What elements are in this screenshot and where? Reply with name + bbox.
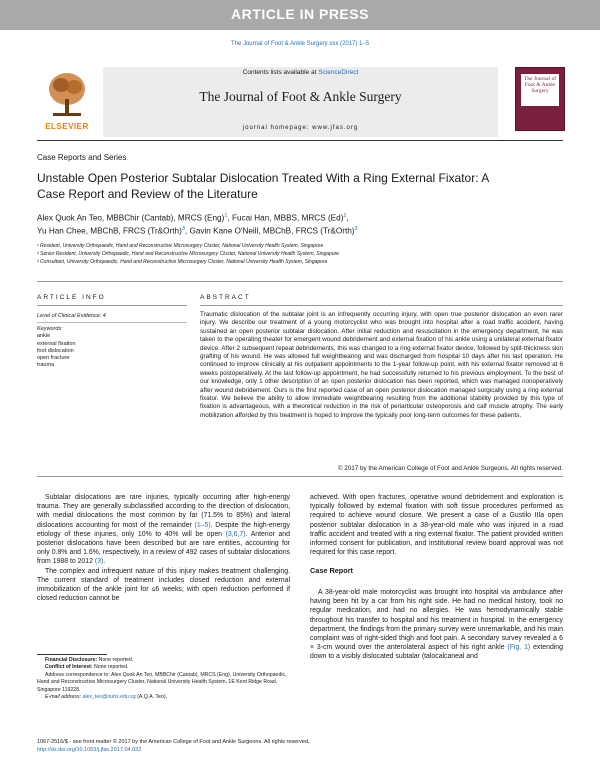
footnote-divider [37,654,107,655]
doi-link[interactable]: http://dx.doi.org/10.1053/j.jfas.2017.04.032 [37,747,142,753]
body-paragraph: achieved. With open fractures, operative wound debridement and exploration is typically followed by external fixation with soft tissue procedures performed as required to achieve wound closure. We present a case of a Gustilo IIIa open posterior subtalar dislocation in a 38-year-old male who was injured in a road traffic accident and treated with a ring external fixator. The patient provided written informed consent for publication, and institutional review board approval was not required for this case report. [310,494,563,557]
body-column-right [310,493,563,557]
affiliation-divider [37,281,563,282]
keyword: ankle [37,333,51,340]
evidence-level: Level of Clinical Evidence: 4 [37,313,106,319]
article-in-press-banner: ARTICLE IN PRESS [0,0,600,30]
affiliation: ³ Consultant, University Orthopaedic, Hand and Reconstructive Microsurgery Cluster, National University Health System, Singapore [37,259,328,265]
header-divider [37,140,563,141]
section-label: Case Reports and Series [37,153,127,162]
conflict-label: Conflict of Interest: [45,664,93,671]
affiliation-marker[interactable]: 3 [354,225,358,232]
disclosure-label: Financial Disclosure: [45,657,98,663]
affiliation: ² Senior Resident, University Orthopaedic, Hand and Reconstructive Microsurgery Cluster, National University Health System, Singapore [37,251,340,257]
journal-title: The Journal of Foot & Ankle Surgery [199,89,402,104]
bottom-reference [37,738,437,754]
body-column-left [37,493,290,603]
keyword: foot dislocation [37,347,74,354]
conflict-text: None reported. [92,664,129,671]
publisher-name: ELSEVIER [45,122,89,131]
abstract-divider [37,476,563,477]
abstract-heading: ABSTRACT [200,294,563,306]
body-text: A 38-year-old male motorcyclist was brought into hospital via ambulance after having been hit by a car from his right side. He had no medical history, took no regular medication, and had no allergies. He was hemodynamically stable throughout his transfer to hospital and his treatment in hospital. In the emergency department, the findings from the primary survey were unremarkable, and his main complaint was of right-sided thigh and foot pain. A secondary survey revealed a 6 × 3-cm wound over the anterolateral aspect of his right ankle [310,589,563,652]
body-paragraph: The complex and infrequent nature of this injury makes treatment challenging. The current standard of treatment includes closed reduction and external immobilization of the ankle joint for ≤6 weeks, with open reduction performed if closed reduction cannot be [37,567,290,603]
disclosure-text: None reported. [97,657,134,663]
email-note [37,694,290,701]
keyword: external fixation [37,340,76,347]
author-name: Yu Han Chee, MBChB, FRCS (Tr&Orth) [37,226,182,236]
body-text: . [103,558,106,566]
body-column-right-case [310,588,563,662]
affiliation-list [37,242,563,266]
footnotes [37,657,290,701]
author-name: Gavin Kane O'Neill, MBChB, FRCS (Tr&Orth) [189,226,355,236]
keyword: open fracture [37,355,70,362]
journal-reference[interactable]: The Journal of Foot & Ankle Surgery xxx (2017) 1–5 [230,41,370,47]
contents-line [103,69,498,76]
disclosure-note [37,657,290,664]
author-list [37,211,563,236]
citation-link[interactable]: (3,6,7) [225,530,246,538]
journal-banner-box [103,67,498,137]
author-separator: , [184,226,190,236]
affiliation-marker[interactable]: 2 [343,213,347,219]
affiliation: ¹ Resident, University Orthopaedic, Hand and Reconstructive Microsurgery Cluster, National University Health System, Singapore [37,243,324,249]
abstract-text: Traumatic dislocation of the subtalar joint is an infrequently occurring injury, with open true posterior dislocation an even rarer injury. We describe our treatment of a young motorcyclist who was brought into hospital after a road traffic accident, having sustained an open posterior subtalar dislocation. After initial reduction and resuscitation in the emergency department, he was taken to the operating theater for emergent wound debridement and external fixation of his ankle using a unilateral external fixator device. After 2 subsequent repeat debridements, this was changed to a ring external fixator device, followed by split-thickness skin grafting of his wound. He was allowed full weightbearing and was discharged from hospital 10 days after his last operation. He continued to improve clinically at his outpatient appointments to the 1-year follow-up point, with his external fixator removed at 6 weeks postoperatively. At the last follow-up appointment, he had successfully returned to his previous employment. To the best of our knowledge, only 1 other description of an open posterior dislocation has been reported, which was managed nonoperatively after wound debridement. Ours is the first reported case of an open posterior dislocation managed surgically using a ring external fixator. We believe the ability to allow immediate weightbearing resulting from the additional stability provided by this type of fixation is advantageous, with a theoretical reduction in the risk of periarticular osteoporosis and calf muscle atrophy. The early mobilization afforded by this treatment is hoped to improve the typically poor long-term outcomes for these patients. [200,311,563,419]
abstract-copyright: © 2017 by the American College of Foot and Ankle Surgeons. All rights reserved. [337,465,563,472]
keywords-title: Keywords: [37,326,63,332]
affiliation-marker[interactable]: 1 [224,213,228,219]
sciencedirect-link[interactable]: ScienceDirect [318,69,359,76]
author-name: Alex Quok An Teo, MBBChir (Cantab), MRCS (Eng) [37,213,225,223]
issn-line: 1067-2516/$ - see front matter © 2017 by the American College of Foot and Ankle Surgeons. All rights reserved. [37,739,310,745]
keyword: trauma [37,362,55,369]
author-name: Fucai Han, MBBS, MRCS (Ed) [231,213,344,223]
journal-homepage[interactable]: journal homepage: www.jfas.org [242,125,359,131]
case-report-heading: Case Report [310,566,353,575]
body-paragraph [310,588,563,662]
body-paragraph [37,493,290,567]
journal-header [37,67,563,137]
figure-link[interactable]: (Fig. 1) [507,644,531,652]
body-text: . Despite the high-energy etiology of these injuries, only 10% to 40% will be open [37,521,290,538]
email-suffix: (A.Q.A. Teo). [135,694,167,701]
keywords-block [37,326,76,370]
affiliation-marker[interactable]: 3 [181,225,185,232]
contents-prefix: Contents lists available at [242,69,319,76]
journal-cover-thumbnail [515,67,565,131]
citation-link[interactable]: (1–5) [194,521,211,529]
body-text: Subtalar dislocations are rare injuries, typically occurring after high-energy trauma. They are generally subclassified according to the direction of dislocation, with medial dislocations the most common by far (71.5% to 85%) and lateral dislocations accounting for most of the remainder [37,494,290,529]
author-separator: , [346,213,349,223]
conflict-note [37,664,290,671]
email-link[interactable]: alex_teo@nuhs.edu.sg [82,694,136,701]
citation-link[interactable]: (3) [94,558,104,566]
email-label: E-mail address: [45,694,82,701]
body-text: . Anterior and posterior dislocations have been described but are rare entities, accounting for only 0.8% and 1.6%, respectively, in a review of 492 cases of subtalar dislocations from 1988 to 2012 [37,530,290,566]
article-info-heading: ARTICLE INFO [37,294,187,306]
cover-title: The Journal of Foot & Ankle Surgery [521,74,559,106]
keywords-divider [37,322,187,323]
correspondence-address: Address correspondence to: Alex Quok An Teo, MBBChir (Cantab), MRCS (Eng), University Orthopaedic, Hand and Reconstructive Microsurgery Cluster, National University Health System, 1E Kent Ridge Road, Singapore 119228. [37,671,287,693]
article-title: Unstable Open Posterior Subtalar Dislocation Treated With a Ring External Fixator: A Case Report and Review of the Literature [37,171,489,201]
elsevier-tree-logo [37,67,97,129]
body-text: extending down to a visibly dislocated subtalar (talocalcaneal and [310,644,563,661]
author-separator: , [227,213,232,223]
